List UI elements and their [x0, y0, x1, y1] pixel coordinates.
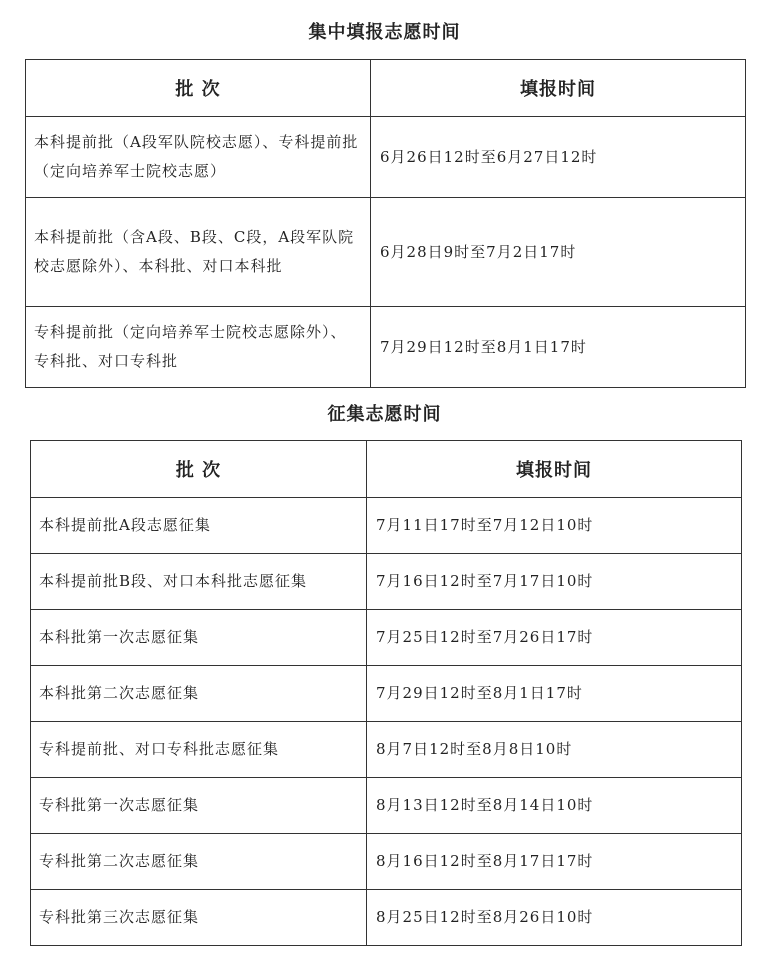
centralized-filing-table: [25, 59, 746, 388]
table-row: [31, 666, 742, 722]
header-time: 填报时间: [367, 441, 742, 498]
section2-title: 征集志愿时间: [327, 404, 442, 425]
batch-cell: 专科提前批（定向培养军士院校志愿除外）、专科批、对口专科批: [26, 307, 371, 388]
header-batch: 批 次: [26, 60, 371, 117]
time-cell: 8月16日12时至8月17日17时: [367, 834, 742, 890]
table-row: [31, 834, 742, 890]
table-header-row: [26, 60, 746, 117]
batch-cell: 本科提前批（含A段、B段、C段，A段军队院校志愿除外）、本科批、对口本科批: [26, 198, 371, 307]
batch-cell: 本科提前批B段、对口本科批志愿征集: [31, 554, 367, 610]
batch-cell: 专科批第一次志愿征集: [31, 778, 367, 834]
batch-cell: 专科提前批、对口专科批志愿征集: [31, 722, 367, 778]
time-cell: 6月28日9时至7月2日17时: [371, 198, 746, 307]
time-cell: 7月25日12时至7月26日17时: [367, 610, 742, 666]
table-row: [31, 890, 742, 946]
table-row: [26, 307, 746, 388]
time-cell: 8月25日12时至8月26日10时: [367, 890, 742, 946]
batch-cell: 专科批第三次志愿征集: [31, 890, 367, 946]
table-row: [31, 554, 742, 610]
section1-title: 集中填报志愿时间: [308, 22, 461, 43]
time-cell: 6月26日12时至6月27日12时: [371, 117, 746, 198]
table-row: [26, 198, 746, 307]
batch-cell: 本科提前批A段志愿征集: [31, 498, 367, 554]
header-batch: 批 次: [31, 441, 367, 498]
header-time: 填报时间: [371, 60, 746, 117]
table-row: [31, 610, 742, 666]
table-row: [31, 498, 742, 554]
supplementary-filing-table: [30, 440, 742, 946]
table-header-row: [31, 441, 742, 498]
table-row: [26, 117, 746, 198]
time-cell: 7月29日12时至8月1日17时: [371, 307, 746, 388]
time-cell: 7月29日12时至8月1日17时: [367, 666, 742, 722]
batch-cell: 本科批第一次志愿征集: [31, 610, 367, 666]
batch-cell: 本科批第二次志愿征集: [31, 666, 367, 722]
batch-cell: 本科提前批（A段军队院校志愿）、专科提前批（定向培养军士院校志愿）: [26, 117, 371, 198]
batch-cell: 专科批第二次志愿征集: [31, 834, 367, 890]
table-row: [31, 778, 742, 834]
time-cell: 8月13日12时至8月14日10时: [367, 778, 742, 834]
time-cell: 7月16日12时至7月17日10时: [367, 554, 742, 610]
time-cell: 7月11日17时至7月12日10时: [367, 498, 742, 554]
table-row: [31, 722, 742, 778]
time-cell: 8月7日12时至8月8日10时: [367, 722, 742, 778]
